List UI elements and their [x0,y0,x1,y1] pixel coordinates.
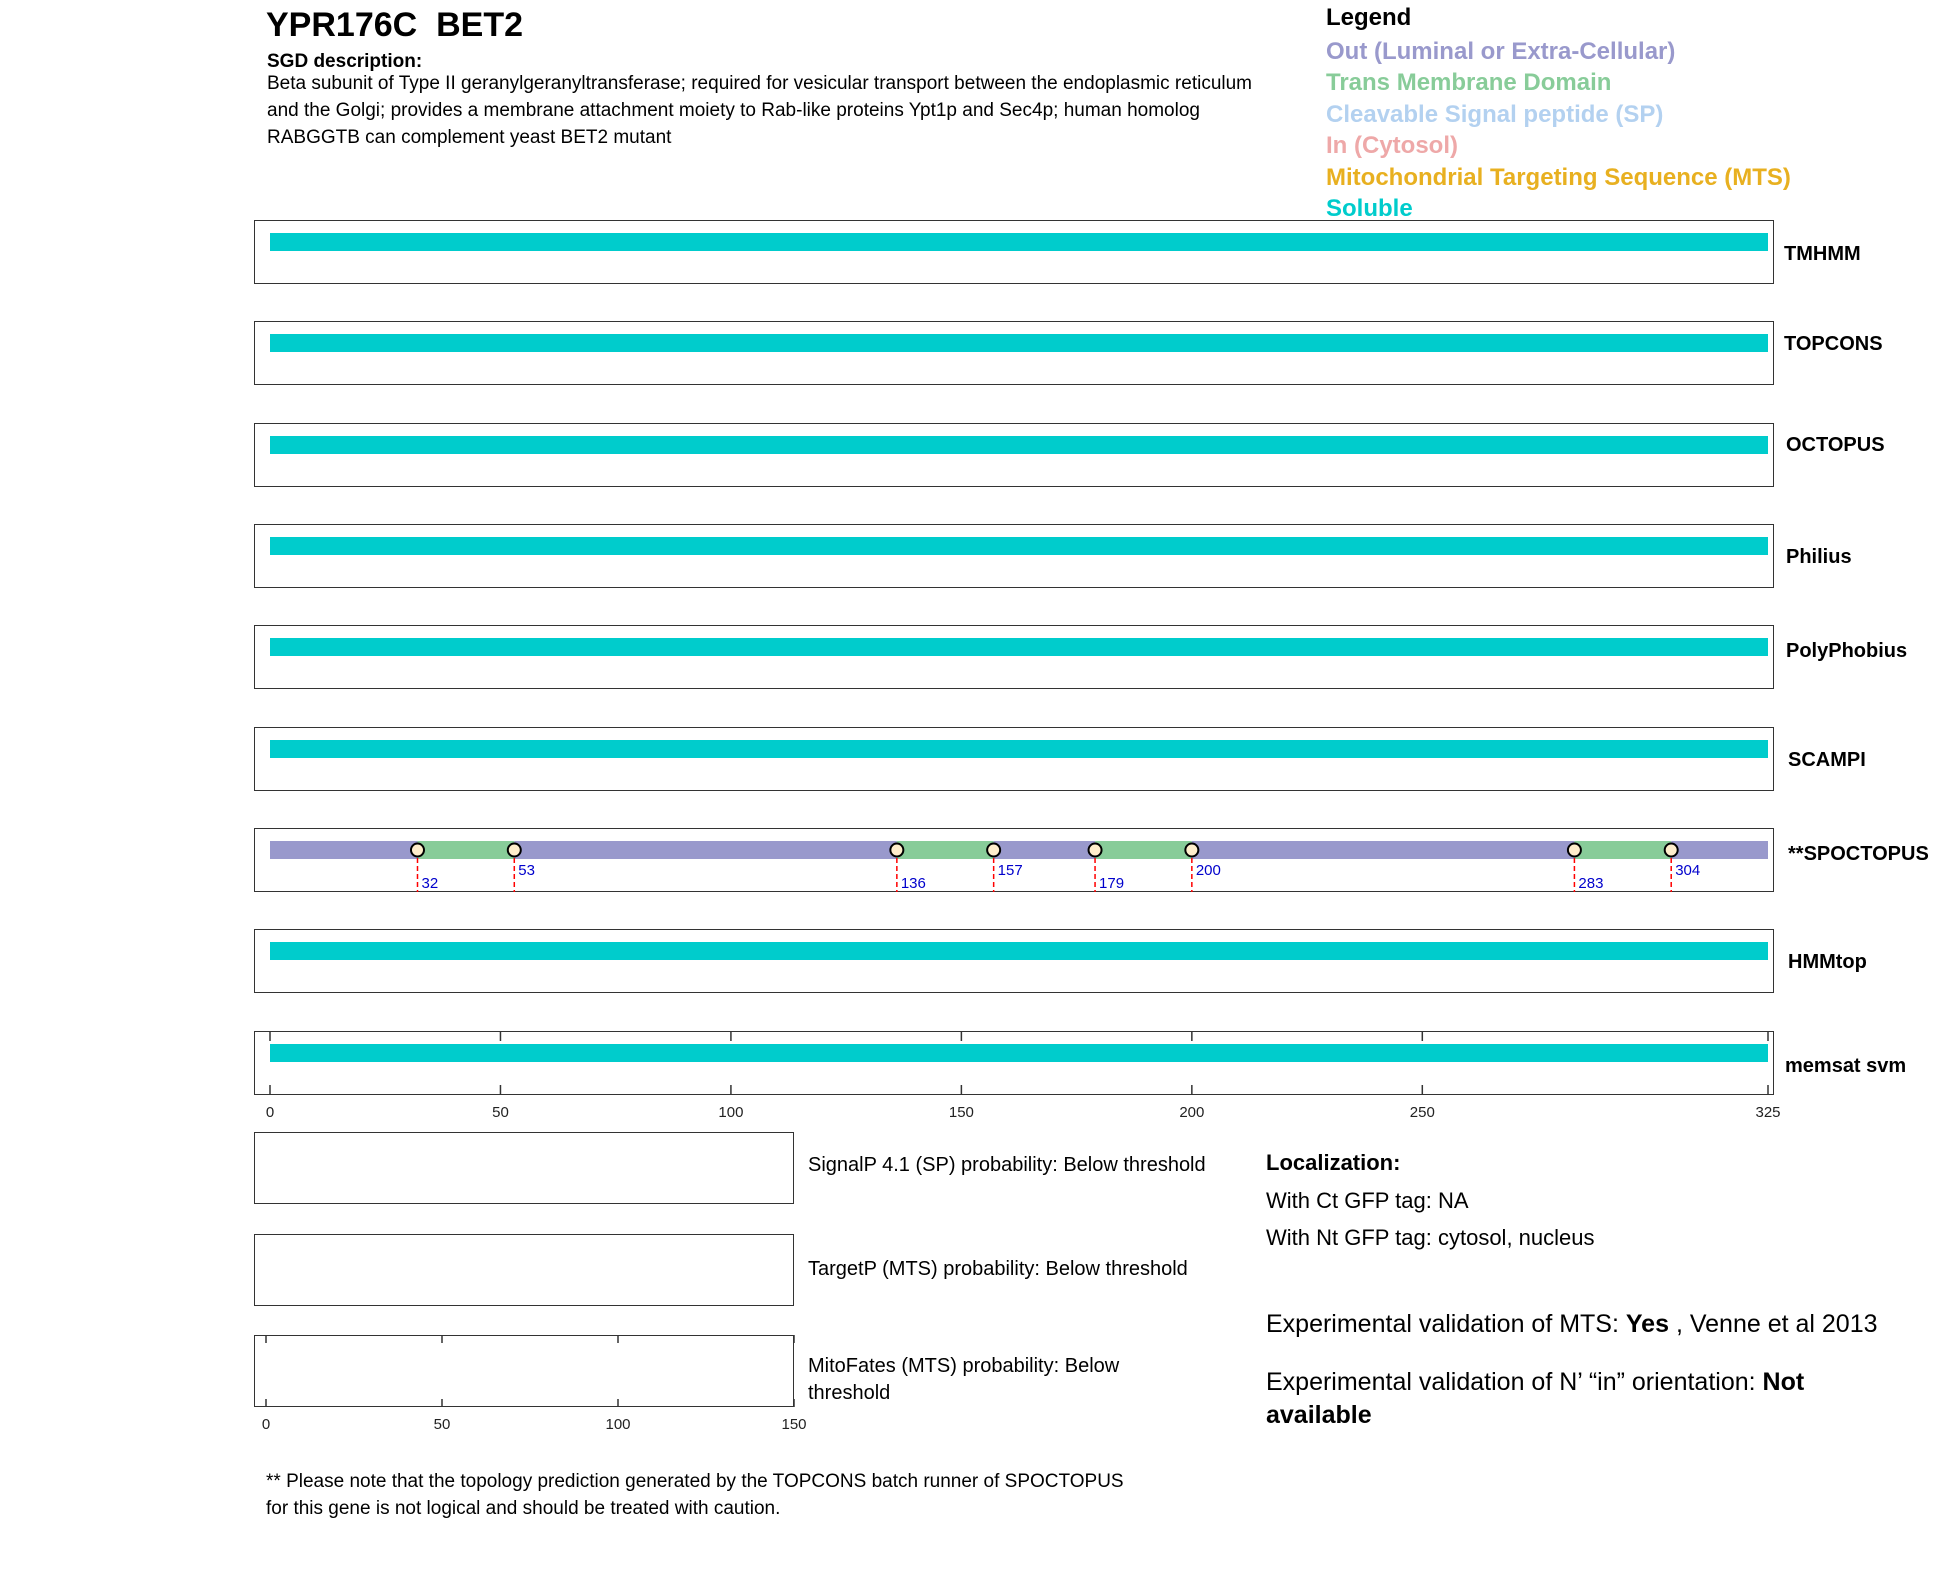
prob-axis-tick-label: 100 [605,1416,631,1433]
axis-tick-label: 200 [1179,1104,1205,1121]
signalp-text: SignalP 4.1 (SP) probability: Below threshold [808,1154,1206,1176]
marker-dot [1665,844,1678,857]
prob-axis-tick-label: 50 [433,1416,451,1433]
mts-validation-prefix: Experimental validation of MTS: [1266,1310,1626,1338]
legend-item-signal-peptide: Cleavable Signal peptide (SP) [1326,101,1664,128]
targetp-text: TargetP (MTS) probability: Below threshold [808,1258,1188,1280]
marker-dot [1568,844,1581,857]
segment-bar [270,942,1768,960]
track-label-polyphobius: PolyPhobius [1786,640,1908,662]
track-label-octopus: OCTOPUS [1786,434,1885,456]
segment-bar [897,841,994,859]
localization-ct: With Ct GFP tag: NA [1266,1188,1469,1213]
caution-note: ** Please note that the topology prediction generated by the TOPCONS batch runner of SPOCTOPUS for this gene is not logical and should be treated with caution. [266,1471,1124,1519]
segment-bar [514,841,897,859]
mitofates-text: MitoFates (MTS) probability: Below threshold [808,1355,1120,1404]
mts-validation-value: Yes [1625,1310,1669,1338]
marker-label: 53 [518,862,535,879]
axis-tick-label: 150 [948,1104,974,1121]
axis-tick-label: 0 [265,1104,275,1121]
legend-item-tm: Trans Membrane Domain [1326,69,1612,96]
segment-bar [270,233,1768,251]
page-title: YPR176C BET2 [266,6,523,44]
marker-label: 304 [1675,862,1701,879]
track-label-philius: Philius [1786,546,1852,568]
track-label-topcons: TOPCONS [1784,333,1883,355]
segment-bar [270,740,1768,758]
sgd-description-text: Beta subunit of Type II geranylgeranyltransferase; required for vesicular transport between the endoplasmic reticulum and the Golgi; provides a membrane attachment moiety to Rab-like proteins Ypt1p and Sec4p; human homolog RABGGTB can complement yeast BET2 mutant [267,73,1253,148]
segment-bar [994,841,1095,859]
legend-item-out: Out (Luminal or Extra-Cellular) [1326,38,1676,65]
segment-bar [1192,841,1575,859]
segment-bar [1671,841,1768,859]
track-label-spoctopus: **SPOCTOPUS [1788,843,1929,865]
track-label-tmhmm: TMHMM [1784,243,1861,265]
marker-label: 157 [997,862,1023,879]
localization-nt: With Nt GFP tag: cytosol, nucleus [1266,1225,1595,1250]
orientation-validation [1266,1366,1906,1432]
segment-bar [270,436,1768,454]
orientation-validation-prefix: Experimental validation of N’ “in” orientation: [1266,1368,1763,1396]
marker-dot [987,844,1000,857]
marker-label: 283 [1578,875,1604,892]
localization-title: Localization: [1266,1150,1401,1175]
sgd-description-label: SGD description: [267,51,423,72]
marker-label: 179 [1099,875,1125,892]
prob-axis-tick-label: 0 [261,1416,271,1433]
mts-validation [1266,1308,1906,1341]
marker-label: 200 [1195,862,1221,879]
segment-bar [417,841,514,859]
segment-bar [270,334,1768,352]
track-label-memsat: memsat svm [1785,1055,1907,1077]
segment-bar [270,638,1768,656]
legend-item-soluble: Soluble [1326,195,1413,222]
axis-tick-label: 250 [1409,1104,1435,1121]
legend-item-in: In (Cytosol) [1326,132,1458,159]
legend-item-mts: Mitochondrial Targeting Sequence (MTS) [1326,164,1791,191]
marker-label: 32 [421,875,439,892]
track-label-scampi: SCAMPI [1788,749,1866,771]
orientation-validation-value: Not available [1266,1368,1805,1429]
marker-dot [508,844,521,857]
marker-dot [1185,844,1198,857]
track-label-hmmtop: HMMtop [1788,951,1867,973]
segment-bar [270,841,417,859]
marker-dot [890,844,903,857]
legend-title: Legend [1326,4,1412,31]
segment-bar [270,537,1768,555]
axis-tick-label: 50 [492,1104,509,1121]
axis-tick-label: 100 [718,1104,744,1121]
segment-bar [1574,841,1671,859]
marker-dot [411,844,424,857]
segment-bar [1095,841,1192,859]
marker-label: 136 [900,875,926,892]
segment-bar [270,1044,1768,1062]
prob-axis-tick-label: 150 [781,1416,807,1433]
marker-dot [1089,844,1102,857]
mts-validation-suffix: , Venne et al 2013 [1669,1310,1878,1338]
axis-tick-label: 325 [1755,1104,1781,1121]
